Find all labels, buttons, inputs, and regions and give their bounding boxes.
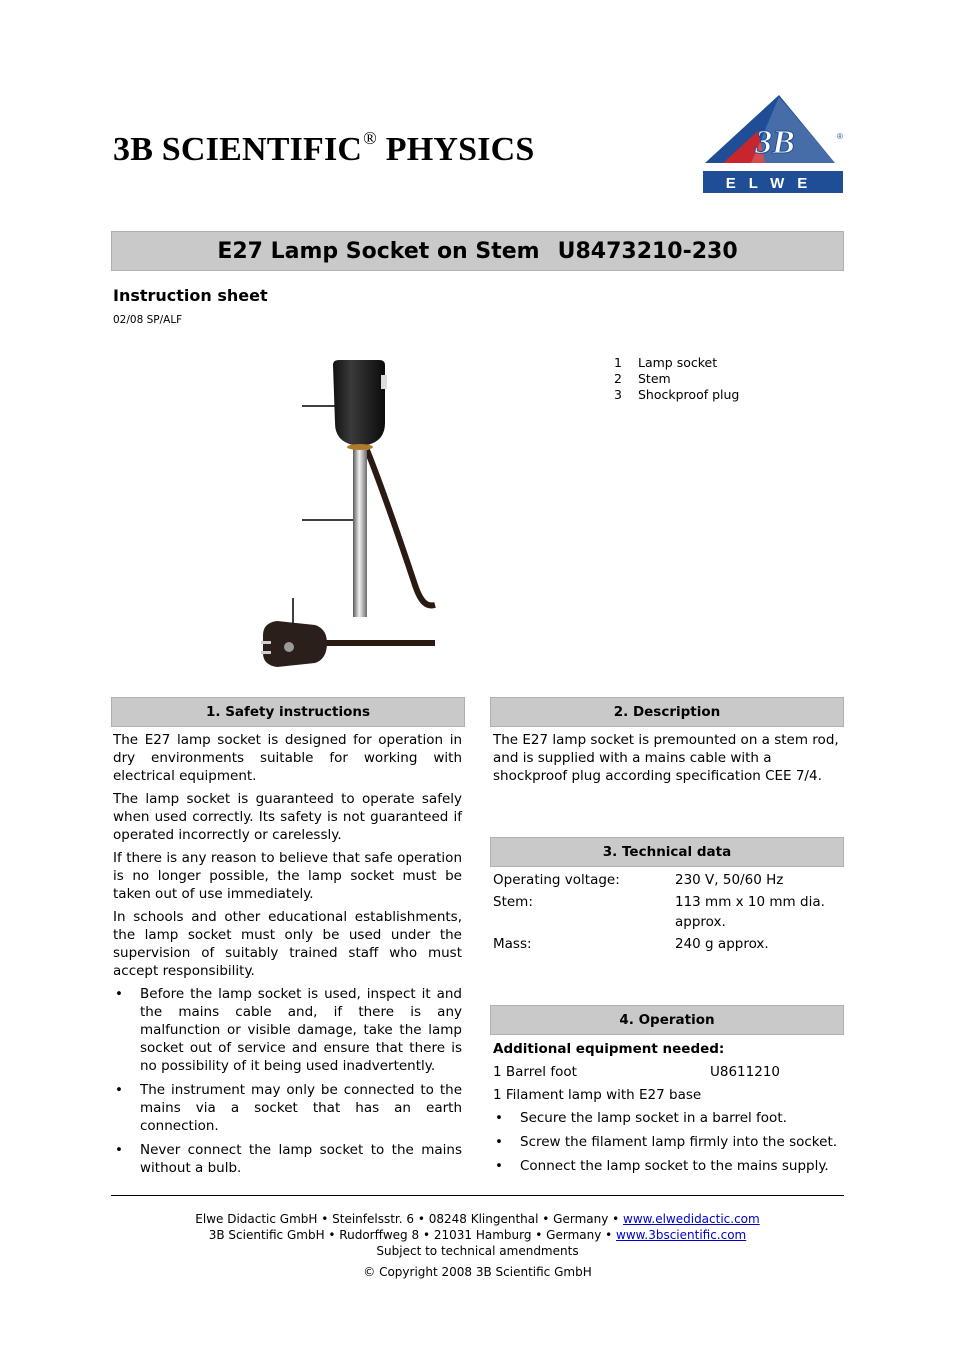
brand-title [113,128,535,169]
list-item: • Screw the filament lamp firmly into the socket. [493,1133,842,1151]
description-heading: 2. Description [490,697,844,727]
tech-label: Stem: [493,894,533,910]
list-item: • Before the lamp socket is used, inspect it and the mains cable and, if there is any malfunction or visible damage, take the lamp socket out of service and ensure that there is no possibility of it being used inadvertently. [113,985,462,1075]
legend-label: Shockproof plug [638,387,740,402]
logo-3b-text: 3B [755,124,795,161]
tech-value: 230 V, 50/60 Hz [675,872,784,888]
logo-registered: ® [837,132,843,141]
legend-number: 1 [614,355,622,370]
list-item: • Secure the lamp socket in a barrel foot. [493,1109,842,1127]
legend-label: Stem [638,371,671,386]
parts-legend [614,355,739,403]
product-name: E27 Lamp Socket on Stem [217,239,540,264]
list-item: • Never connect the lamp socket to the mains without a bulb. [113,1141,462,1177]
safety-paragraph: The lamp socket is guaranteed to operate safely when used correctly. Its safety is not guaranteed if operated incorrectly or carelessly. [113,791,462,843]
description-section [493,731,842,790]
table-row [493,934,843,954]
footer-divider [111,1195,844,1196]
description-text: The E27 lamp socket is premounted on a stem rod, and is supplied with a mains cable with a shockproof plug according specification CEE 7/4. [493,732,839,784]
footer-copyright: © Copyright 2008 3B Scientific GmbH [363,1265,592,1279]
equipment-item: 1 Filament lamp with E27 base [493,1087,702,1103]
safety-section [113,731,462,1183]
equipment-label: Additional equipment needed: [493,1041,725,1057]
equipment-item [493,1063,842,1081]
3b-elwe-logo [703,95,843,193]
legend-number: 3 [614,387,622,402]
technical-data-table [493,870,843,956]
safety-paragraph: In schools and other educational establishments, the lamp socket must only be used under the supervision of suitably trained staff who must accept responsibility. [113,909,462,979]
legend-item [614,355,739,371]
tech-value: 240 g approx. [675,936,769,952]
operation-heading: 4. Operation [490,1005,844,1035]
technical-heading: 3. Technical data [490,837,844,867]
list-item: • Connect the lamp socket to the mains supply. [493,1157,842,1175]
safety-bullet-list [113,985,462,1177]
footer-amendments: Subject to technical amendments [376,1244,579,1258]
brand-main: 3B SCIENTIFIC [113,131,363,168]
legend-item [614,371,739,387]
elwe-website-link[interactable]: www.elwedidactic.com [623,1212,760,1226]
footer [111,1211,844,1280]
legend-number: 2 [614,371,622,386]
operation-section [493,1040,842,1181]
legend-item [614,387,739,403]
3b-website-link[interactable]: www.3bscientific.com [616,1228,747,1242]
footer-address-3b: 3B Scientific GmbH • Rudorffweg 8 • 21031 Hamburg • Germany • [208,1228,617,1242]
table-row [493,870,843,890]
document-type: Instruction sheet [113,286,268,305]
tech-label: Operating voltage: [493,872,620,888]
safety-paragraph: The E27 lamp socket is designed for operation in dry environments suitable for working with electrical equipment. [113,732,462,784]
footer-address-elwe: Elwe Didactic GmbH • Steinfelsstr. 6 • 08248 Klingenthal • Germany • [195,1212,624,1226]
table-row [493,892,843,932]
legend-label: Lamp socket [638,355,718,370]
footer-line-2 [111,1227,844,1243]
safety-paragraph: If there is any reason to believe that safe operation is no longer possible, the lamp socket must be taken out of use immediately. [113,850,462,902]
tech-value: 113 mm x 10 mm dia. approx. [675,894,825,930]
brand-tail: PHYSICS [385,131,535,168]
version-code: 02/08 SP/ALF [113,314,183,326]
safety-heading: 1. Safety instructions [111,697,465,727]
operation-steps [493,1109,842,1175]
product-code: U8473210-230 [557,239,738,264]
equipment-name: 1 Barrel foot [493,1064,577,1080]
product-photo [255,355,440,680]
product-title-bar [111,231,844,271]
footer-line-1 [111,1211,844,1227]
tech-label: Mass: [493,936,532,952]
equipment-code: U8611210 [710,1064,781,1080]
logo-elwe-text: ELWE [725,175,821,192]
list-item: • The instrument may only be connected to the mains via a socket that has an earth connection. [113,1081,462,1135]
registered-mark: ® [363,128,378,148]
